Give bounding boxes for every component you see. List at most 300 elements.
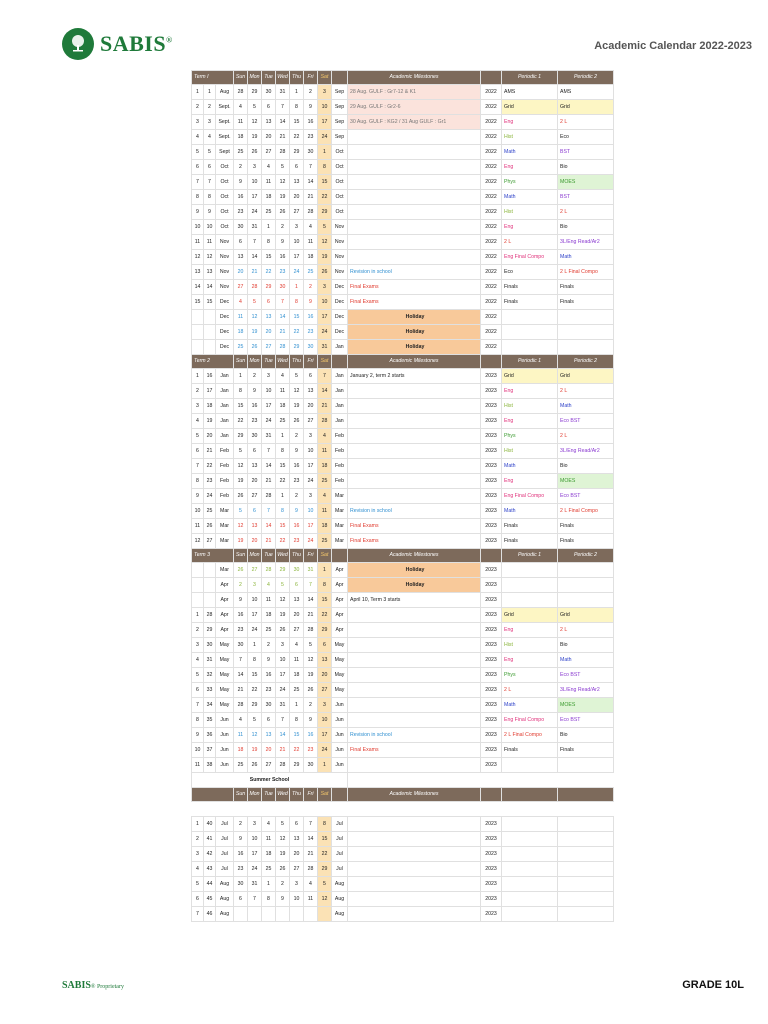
calendar-week-row xyxy=(192,280,614,295)
day-cell: 8 xyxy=(234,384,248,399)
term-header-row xyxy=(192,788,614,802)
periodic-1-cell: Finals xyxy=(502,743,558,758)
month-end-label: Apr xyxy=(332,593,348,608)
periodic-1-header: Periodic 1 xyxy=(502,549,558,563)
milestone-cell xyxy=(348,638,481,653)
cumulative-week: 37 xyxy=(204,743,216,758)
day-cell: 16 xyxy=(234,190,248,205)
day-cell: 10 xyxy=(318,100,332,115)
day-cell: 25 xyxy=(234,758,248,773)
week-number: 1 xyxy=(192,817,204,832)
academic-calendar-table xyxy=(191,70,614,922)
day-cell: 12 xyxy=(276,832,290,847)
calendar-week-row xyxy=(192,713,614,728)
day-cell: 21 xyxy=(276,743,290,758)
calendar-week-row xyxy=(192,145,614,160)
weekday-header: Wed xyxy=(276,549,290,563)
week-number: 2 xyxy=(192,100,204,115)
year-cell: 2022 xyxy=(481,340,502,355)
day-cell: 13 xyxy=(290,832,304,847)
day-cell: 18 xyxy=(318,519,332,534)
week-number: 8 xyxy=(192,474,204,489)
milestone-cell xyxy=(348,817,481,832)
day-cell: 8 xyxy=(248,653,262,668)
day-cell: 13 xyxy=(262,728,276,743)
day-cell: 10 xyxy=(276,653,290,668)
day-cell: 23 xyxy=(304,325,318,340)
week-number: 7 xyxy=(192,459,204,474)
day-cell: 15 xyxy=(318,593,332,608)
day-cell: 5 xyxy=(248,713,262,728)
day-cell: 28 xyxy=(318,414,332,429)
month-end-label: Dec xyxy=(332,310,348,325)
milestone-cell xyxy=(348,713,481,728)
month-label: May xyxy=(216,698,234,713)
day-cell: 1 xyxy=(262,220,276,235)
periodic-2-cell: Grid xyxy=(558,608,614,623)
day-cell: 26 xyxy=(248,340,262,355)
week-number: 4 xyxy=(192,653,204,668)
month-end-label: Jan xyxy=(332,340,348,355)
milestone-cell: April 10, Term 3 starts xyxy=(348,593,481,608)
periodic-1-cell: Hist xyxy=(502,399,558,414)
day-cell: 24 xyxy=(318,130,332,145)
milestone-cell xyxy=(348,190,481,205)
month-end-label: Jun xyxy=(332,728,348,743)
day-cell: 1 xyxy=(290,280,304,295)
weekday-header: Sat xyxy=(318,549,332,563)
month-label: Nov xyxy=(216,250,234,265)
day-cell: 20 xyxy=(290,847,304,862)
cumulative-week xyxy=(204,593,216,608)
year-cell: 2023 xyxy=(481,638,502,653)
day-cell: 7 xyxy=(304,817,318,832)
term-header-row xyxy=(192,355,614,369)
cumulative-week xyxy=(204,563,216,578)
week-number: 4 xyxy=(192,414,204,429)
month-label: Mar xyxy=(216,519,234,534)
calendar-week-row xyxy=(192,160,614,175)
year-cell: 2023 xyxy=(481,519,502,534)
year-cell: 2023 xyxy=(481,862,502,877)
month-end-label: Sep xyxy=(332,115,348,130)
day-cell: 7 xyxy=(248,892,262,907)
day-cell: 5 xyxy=(276,160,290,175)
week-number: 3 xyxy=(192,638,204,653)
month-label: Jan xyxy=(216,369,234,384)
month-end-label: Jun xyxy=(332,713,348,728)
year-cell: 2023 xyxy=(481,713,502,728)
day-cell: 19 xyxy=(248,325,262,340)
milestone-cell xyxy=(348,474,481,489)
week-number: 6 xyxy=(192,444,204,459)
periodic-1-cell: Math xyxy=(502,504,558,519)
periodic-1-cell: Hist xyxy=(502,638,558,653)
milestone-cell xyxy=(348,832,481,847)
weekday-header: Sun xyxy=(234,71,248,85)
cumulative-week: 12 xyxy=(204,250,216,265)
calendar-week-row xyxy=(192,698,614,713)
day-cell: 20 xyxy=(318,668,332,683)
milestone-cell: 30 Aug. GULF : KG2 / 31 Aug GULF : Gr1 xyxy=(348,115,481,130)
milestone-cell xyxy=(348,444,481,459)
milestone-cell: Holiday xyxy=(348,578,481,593)
calendar-week-row xyxy=(192,534,614,549)
periodic-2-cell: MOES xyxy=(558,698,614,713)
weekday-header: Sat xyxy=(318,71,332,85)
month-end-label: Feb xyxy=(332,429,348,444)
weekday-header: Thu xyxy=(290,549,304,563)
month-end-label: Apr xyxy=(332,623,348,638)
day-cell: 10 xyxy=(304,444,318,459)
day-cell xyxy=(276,907,290,922)
day-cell: 23 xyxy=(248,414,262,429)
year-cell: 2023 xyxy=(481,817,502,832)
milestone-cell xyxy=(348,235,481,250)
day-cell: 14 xyxy=(304,175,318,190)
calendar-week-row xyxy=(192,638,614,653)
day-cell: 4 xyxy=(304,220,318,235)
calendar-week-row xyxy=(192,190,614,205)
periodic-2-cell: 2 L xyxy=(558,429,614,444)
month-end-label: Aug xyxy=(332,907,348,922)
month-end-label: Oct xyxy=(332,190,348,205)
cumulative-week: 34 xyxy=(204,698,216,713)
day-cell: 20 xyxy=(262,743,276,758)
cumulative-week: 10 xyxy=(204,220,216,235)
week-number: 3 xyxy=(192,115,204,130)
milestones-header: Academic Milestones xyxy=(348,788,481,802)
day-cell: 15 xyxy=(262,250,276,265)
periodic-2-cell: Math xyxy=(558,250,614,265)
milestone-cell xyxy=(348,459,481,474)
day-cell: 14 xyxy=(318,384,332,399)
milestone-cell xyxy=(348,683,481,698)
day-cell: 4 xyxy=(234,100,248,115)
day-cell: 28 xyxy=(276,340,290,355)
day-cell: 5 xyxy=(318,220,332,235)
month-label: Sept. xyxy=(216,100,234,115)
cumulative-week: 2 xyxy=(204,100,216,115)
periodic-1-cell: Grid xyxy=(502,100,558,115)
day-cell: 15 xyxy=(290,310,304,325)
day-cell: 30 xyxy=(262,85,276,100)
footer-logo: SABIS® Proprietary xyxy=(62,980,124,991)
day-cell: 4 xyxy=(262,578,276,593)
day-cell: 6 xyxy=(262,713,276,728)
day-cell: 6 xyxy=(248,444,262,459)
day-cell: 27 xyxy=(234,280,248,295)
periodic-2-cell: Bio xyxy=(558,728,614,743)
week-number: 9 xyxy=(192,205,204,220)
cumulative-week: 15 xyxy=(204,295,216,310)
day-cell: 18 xyxy=(276,399,290,414)
milestone-cell xyxy=(348,758,481,773)
month-end-label: Jun xyxy=(332,698,348,713)
day-cell: 26 xyxy=(248,145,262,160)
cumulative-week: 35 xyxy=(204,713,216,728)
periodic-1-cell xyxy=(502,578,558,593)
cumulative-week: 19 xyxy=(204,414,216,429)
weekday-header: Fri xyxy=(304,788,318,802)
year-cell: 2022 xyxy=(481,280,502,295)
page-header xyxy=(62,28,752,64)
calendar-week-row xyxy=(192,758,614,773)
cumulative-week: 21 xyxy=(204,444,216,459)
day-cell: 6 xyxy=(248,504,262,519)
periodic-2-cell: 2 L xyxy=(558,384,614,399)
milestone-cell xyxy=(348,384,481,399)
day-cell: 29 xyxy=(290,758,304,773)
day-cell: 22 xyxy=(290,743,304,758)
day-cell: 9 xyxy=(234,832,248,847)
day-cell: 2 xyxy=(234,817,248,832)
day-cell: 5 xyxy=(304,638,318,653)
day-cell: 25 xyxy=(290,683,304,698)
day-cell: 27 xyxy=(248,563,262,578)
day-cell: 18 xyxy=(304,250,318,265)
week-number: 5 xyxy=(192,429,204,444)
month-label: Aug xyxy=(216,892,234,907)
day-cell: 30 xyxy=(290,563,304,578)
periodic-2-cell: Eco BST xyxy=(558,414,614,429)
cumulative-week xyxy=(204,340,216,355)
day-cell: 25 xyxy=(262,205,276,220)
day-cell xyxy=(290,907,304,922)
day-cell: 3 xyxy=(262,369,276,384)
periodic-2-cell xyxy=(558,758,614,773)
day-cell: 10 xyxy=(248,175,262,190)
week-number: 12 xyxy=(192,534,204,549)
day-cell: 17 xyxy=(304,459,318,474)
day-cell: 3 xyxy=(318,280,332,295)
day-cell: 2 xyxy=(304,85,318,100)
week-number xyxy=(192,563,204,578)
day-cell: 13 xyxy=(318,653,332,668)
periodic-1-cell xyxy=(502,340,558,355)
cumulative-week: 45 xyxy=(204,892,216,907)
day-cell: 24 xyxy=(318,325,332,340)
day-cell: 29 xyxy=(290,340,304,355)
day-cell: 21 xyxy=(304,608,318,623)
day-cell: 13 xyxy=(248,519,262,534)
periodic-2-cell: MOES xyxy=(558,175,614,190)
month-label: Apr xyxy=(216,608,234,623)
day-cell: 29 xyxy=(262,280,276,295)
day-cell: 28 xyxy=(262,563,276,578)
week-number: 15 xyxy=(192,295,204,310)
day-cell: 10 xyxy=(248,832,262,847)
week-number: 5 xyxy=(192,877,204,892)
calendar-week-row xyxy=(192,593,614,608)
periodic-2-cell: Eco BST xyxy=(558,668,614,683)
periodic-1-cell: Eng xyxy=(502,653,558,668)
day-cell: 25 xyxy=(234,145,248,160)
day-cell: 24 xyxy=(304,534,318,549)
cumulative-week: 42 xyxy=(204,847,216,862)
periodic-2-cell: Math xyxy=(558,399,614,414)
calendar-week-row xyxy=(192,369,614,384)
day-cell: 13 xyxy=(304,384,318,399)
day-cell: 4 xyxy=(290,638,304,653)
month-label: Sept. xyxy=(216,130,234,145)
day-cell: 7 xyxy=(304,578,318,593)
day-cell: 9 xyxy=(290,504,304,519)
periodic-2-cell: 3L/Eng Read/Ar2 xyxy=(558,444,614,459)
milestones-header: Academic Milestones xyxy=(348,549,481,563)
day-cell: 16 xyxy=(304,728,318,743)
day-cell: 4 xyxy=(318,429,332,444)
month-label: May xyxy=(216,653,234,668)
month-end-label: Dec xyxy=(332,280,348,295)
day-cell: 11 xyxy=(290,653,304,668)
day-cell: 12 xyxy=(276,175,290,190)
day-cell: 3 xyxy=(248,817,262,832)
milestone-cell: Final Exams xyxy=(348,280,481,295)
milestone-cell xyxy=(348,145,481,160)
day-cell: 20 xyxy=(290,608,304,623)
day-cell: 26 xyxy=(276,623,290,638)
day-cell: 16 xyxy=(262,668,276,683)
calendar-week-row xyxy=(192,504,614,519)
cumulative-week: 22 xyxy=(204,459,216,474)
day-cell: 28 xyxy=(234,698,248,713)
day-cell: 19 xyxy=(234,534,248,549)
day-cell: 6 xyxy=(304,369,318,384)
year-cell: 2022 xyxy=(481,310,502,325)
weekday-header: Tue xyxy=(262,71,276,85)
periodic-2-cell: Finals xyxy=(558,534,614,549)
day-cell: 18 xyxy=(262,847,276,862)
month-end-label: Jul xyxy=(332,832,348,847)
day-cell: 2 xyxy=(234,160,248,175)
week-number: 13 xyxy=(192,265,204,280)
calendar-week-row xyxy=(192,907,614,922)
day-cell: 19 xyxy=(248,743,262,758)
day-cell: 30 xyxy=(262,698,276,713)
day-cell: 12 xyxy=(304,653,318,668)
day-cell: 8 xyxy=(318,578,332,593)
month-end-label: May xyxy=(332,653,348,668)
periodic-1-cell: Eng Final Compo xyxy=(502,250,558,265)
periodic-2-cell: BST xyxy=(558,190,614,205)
calendar-week-row xyxy=(192,623,614,638)
periodic-1-cell xyxy=(502,877,558,892)
week-number: 4 xyxy=(192,130,204,145)
week-number: 10 xyxy=(192,220,204,235)
day-cell: 24 xyxy=(276,683,290,698)
month-end-label: Dec xyxy=(332,295,348,310)
month-label: Feb xyxy=(216,474,234,489)
year-cell: 2023 xyxy=(481,698,502,713)
weekday-header: Thu xyxy=(290,355,304,369)
periodic-1-cell: Hist xyxy=(502,444,558,459)
day-cell: 23 xyxy=(234,205,248,220)
periodic-2-cell: Grid xyxy=(558,100,614,115)
month-end-label: Nov xyxy=(332,220,348,235)
periodic-2-cell: Eco xyxy=(558,130,614,145)
day-cell: 12 xyxy=(248,115,262,130)
day-cell: 18 xyxy=(234,325,248,340)
calendar-week-row xyxy=(192,429,614,444)
year-cell: 2023 xyxy=(481,474,502,489)
cumulative-week: 11 xyxy=(204,235,216,250)
day-cell: 26 xyxy=(276,862,290,877)
day-cell: 21 xyxy=(304,190,318,205)
header-spacer xyxy=(481,549,502,563)
periodic-1-cell xyxy=(502,310,558,325)
milestone-cell xyxy=(348,414,481,429)
day-cell: 15 xyxy=(318,175,332,190)
month-end-label: Nov xyxy=(332,265,348,280)
day-cell: 22 xyxy=(276,534,290,549)
day-cell: 5 xyxy=(276,578,290,593)
week-number: 1 xyxy=(192,608,204,623)
cumulative-week: 18 xyxy=(204,399,216,414)
header-spacer xyxy=(332,788,348,802)
milestone-cell xyxy=(348,892,481,907)
year-cell: 2023 xyxy=(481,563,502,578)
milestone-cell xyxy=(348,877,481,892)
day-cell: 1 xyxy=(262,877,276,892)
cumulative-week: 31 xyxy=(204,653,216,668)
calendar-week-row xyxy=(192,235,614,250)
week-number: 8 xyxy=(192,190,204,205)
periodic-1-cell: Eng xyxy=(502,384,558,399)
day-cell: 17 xyxy=(248,608,262,623)
weekday-header: Tue xyxy=(262,788,276,802)
day-cell: 23 xyxy=(234,623,248,638)
calendar-week-row xyxy=(192,563,614,578)
day-cell: 6 xyxy=(290,817,304,832)
month-label: Dec xyxy=(216,325,234,340)
periodic-2-cell: 2 L Final Compo xyxy=(558,504,614,519)
day-cell: 10 xyxy=(290,235,304,250)
month-end-label: May xyxy=(332,683,348,698)
day-cell: 9 xyxy=(276,892,290,907)
cumulative-week: 17 xyxy=(204,384,216,399)
term-header-row xyxy=(192,71,614,85)
day-cell: 8 xyxy=(276,504,290,519)
month-label: Jul xyxy=(216,832,234,847)
day-cell: 20 xyxy=(234,265,248,280)
day-cell: 16 xyxy=(234,608,248,623)
day-cell xyxy=(234,907,248,922)
year-cell: 2023 xyxy=(481,369,502,384)
day-cell: 16 xyxy=(290,519,304,534)
day-cell: 15 xyxy=(248,668,262,683)
milestone-cell: Revision in school xyxy=(348,504,481,519)
weekday-header: Sat xyxy=(318,355,332,369)
month-label: Nov xyxy=(216,235,234,250)
month-end-label: Sep xyxy=(332,130,348,145)
day-cell: 1 xyxy=(290,85,304,100)
day-cell: 22 xyxy=(318,847,332,862)
day-cell: 3 xyxy=(304,429,318,444)
cumulative-week: 24 xyxy=(204,489,216,504)
periodic-1-cell: 2 L xyxy=(502,683,558,698)
day-cell: 1 xyxy=(318,563,332,578)
month-end-label: May xyxy=(332,668,348,683)
week-number: 11 xyxy=(192,519,204,534)
term-label xyxy=(192,788,234,802)
periodic-1-cell xyxy=(502,325,558,340)
weekday-header: Wed xyxy=(276,71,290,85)
week-number: 10 xyxy=(192,504,204,519)
month-label: Oct xyxy=(216,220,234,235)
weekday-header: Tue xyxy=(262,549,276,563)
calendar-week-row xyxy=(192,414,614,429)
